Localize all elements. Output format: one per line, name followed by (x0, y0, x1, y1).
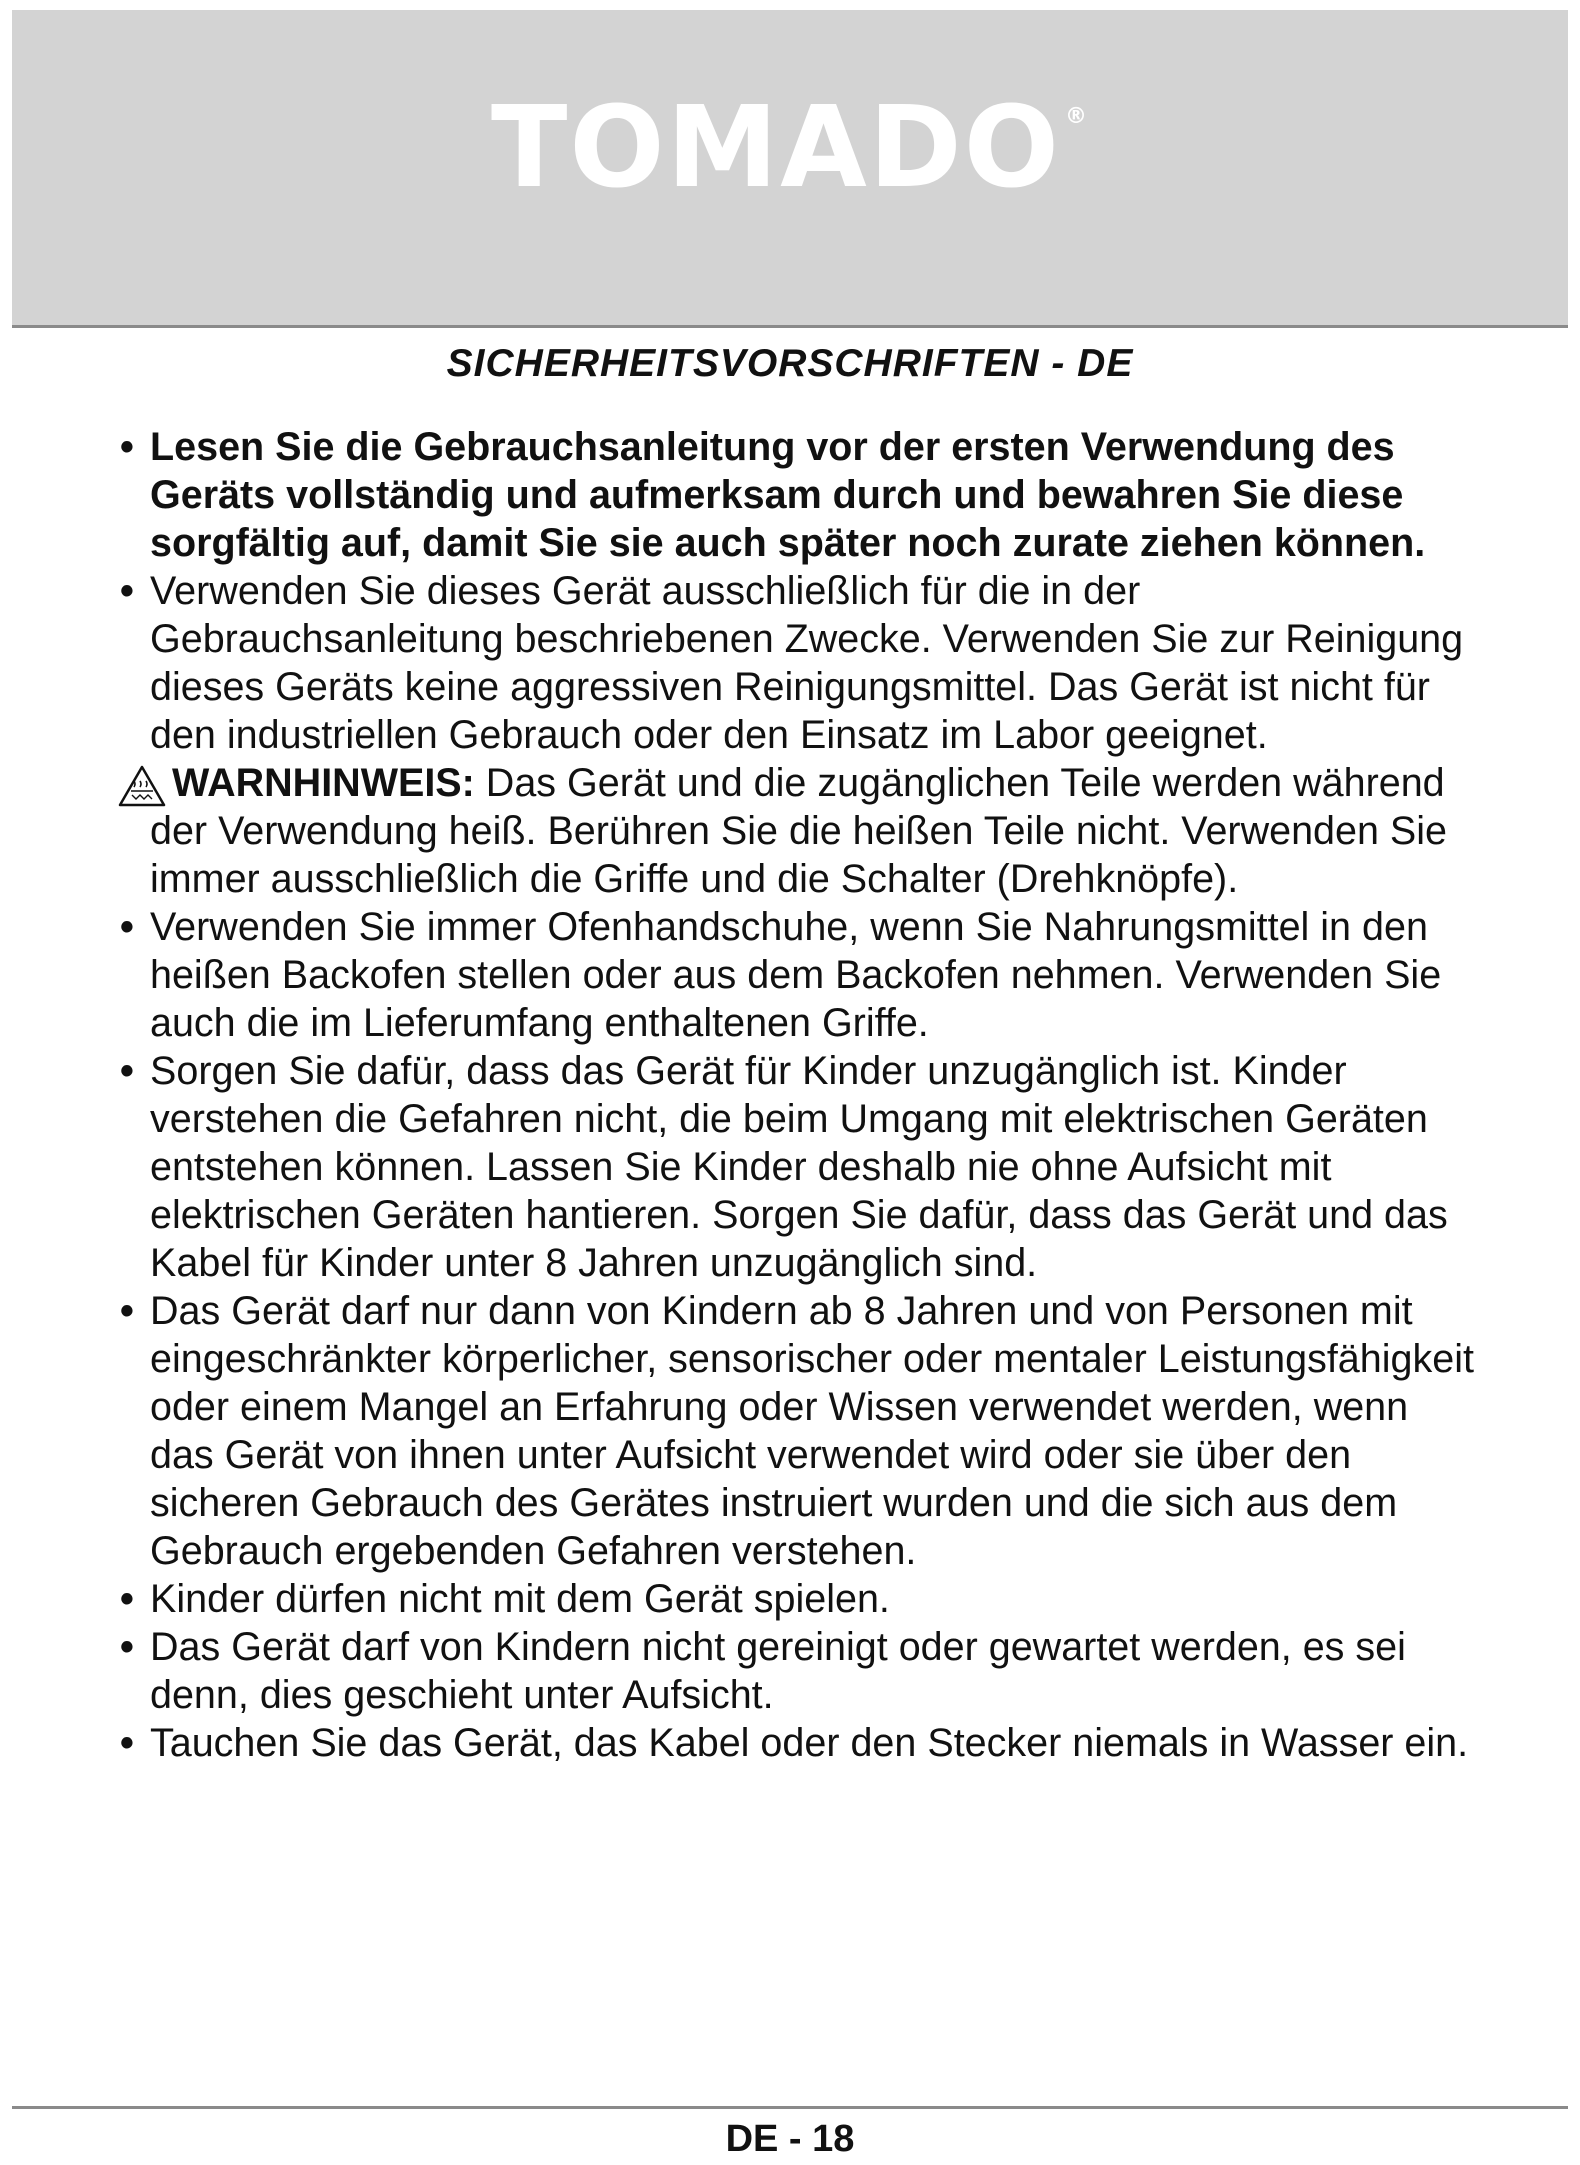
warning-label: WARNHINWEIS: (172, 761, 475, 805)
list-item-text: Lesen Sie die Gebrauchsanleitung vor der ersten Verwendung des Geräts vollständig und aufmerksam durch und bewahren Sie diese sorgfältig auf, damit Sie sie auch später noch zurate ziehen können. (150, 425, 1426, 565)
brand-name: TOMADO (491, 83, 1061, 213)
bullet: • (120, 1721, 134, 1765)
list-item (120, 903, 1480, 1047)
list-item (120, 423, 1480, 567)
safety-instructions-list (120, 423, 1480, 1767)
brand-logo (12, 83, 1568, 213)
header-band (12, 10, 1568, 325)
list-item (120, 567, 1480, 759)
bullet: • (120, 1049, 134, 1093)
bullet: • (120, 425, 134, 469)
list-item-text: Tauchen Sie das Gerät, das Kabel oder den Stecker niemals in Wasser ein. (150, 1721, 1469, 1765)
footer-divider (12, 2106, 1568, 2109)
warning-text (150, 761, 1447, 901)
list-item (120, 1575, 1480, 1623)
bullet: • (120, 905, 134, 949)
bullet: • (120, 569, 134, 613)
bullet: • (120, 1289, 134, 1333)
list-item-text: Verwenden Sie dieses Gerät ausschließlich für die in der Gebrauchsanleitung beschriebenen Zwecke. Verwenden Sie zur Reinigung dieses Geräts keine aggressiven Reinigungsmittel. Das Gerät ist nicht für den industriellen Gebrauch oder den Einsatz im Labor geeignet. (150, 569, 1464, 757)
warning-item (120, 759, 1480, 903)
section-title: SICHERHEITSVORSCHRIFTEN - DE (446, 342, 1134, 385)
list-item-text: Kinder dürfen nicht mit dem Gerät spielen. (150, 1577, 890, 1621)
list-item-text: Sorgen Sie dafür, dass das Gerät für Kinder unzugänglich ist. Kinder verstehen die Gefahren nicht, die beim Umgang mit elektrischen Geräten entstehen können. Lassen Sie Kinder deshalb nie ohne Aufsicht mit elektrischen Geräten hantieren. Sorgen Sie dafür, dass das Gerät und das Kabel für Kinder unter 8 Jahren unzugänglich sind. (150, 1049, 1448, 1285)
list-item (120, 1287, 1480, 1575)
warning-body: Das Gerät und die zugänglichen Teile werden während der Verwendung heiß. Berühren Sie die heißen Teile nicht. Verwenden Sie immer ausschließlich die Griffe und die Schalter (Drehknöpfe). (150, 761, 1448, 901)
list-item (120, 1719, 1480, 1767)
list-item (120, 1623, 1480, 1719)
header-divider (12, 325, 1568, 328)
list-item (120, 1047, 1480, 1287)
bullet: • (120, 1577, 134, 1621)
list-item-text: Verwenden Sie immer Ofenhandschuhe, wenn Sie Nahrungsmittel in den heißen Backofen stellen oder aus dem Backofen nehmen. Verwenden Sie auch die im Lieferumfang enthaltenen Griffe. (150, 905, 1442, 1045)
hot-surface-warning-icon (118, 765, 166, 807)
registered-mark: ® (1064, 104, 1089, 129)
list-item-text: Das Gerät darf nur dann von Kindern ab 8 Jahren und von Personen mit eingeschränkter körperlicher, sensorischer oder mentaler Leistungsfähigkeit oder einem Mangel an Erfahrung oder Wissen verwendet werden, wenn das Gerät von ihnen unter Aufsicht verwendet wird oder sie über den sicheren Gebrauch des Gerätes instruiert wurden und die sich aus dem Gebrauch ergebenden Gefahren verstehen. (150, 1289, 1474, 1573)
bullet: • (120, 1625, 134, 1669)
list-item-text: Das Gerät darf von Kindern nicht gereinigt oder gewartet werden, es sei denn, dies geschieht unter Aufsicht. (150, 1625, 1406, 1717)
page-number: DE - 18 (725, 2118, 855, 2160)
